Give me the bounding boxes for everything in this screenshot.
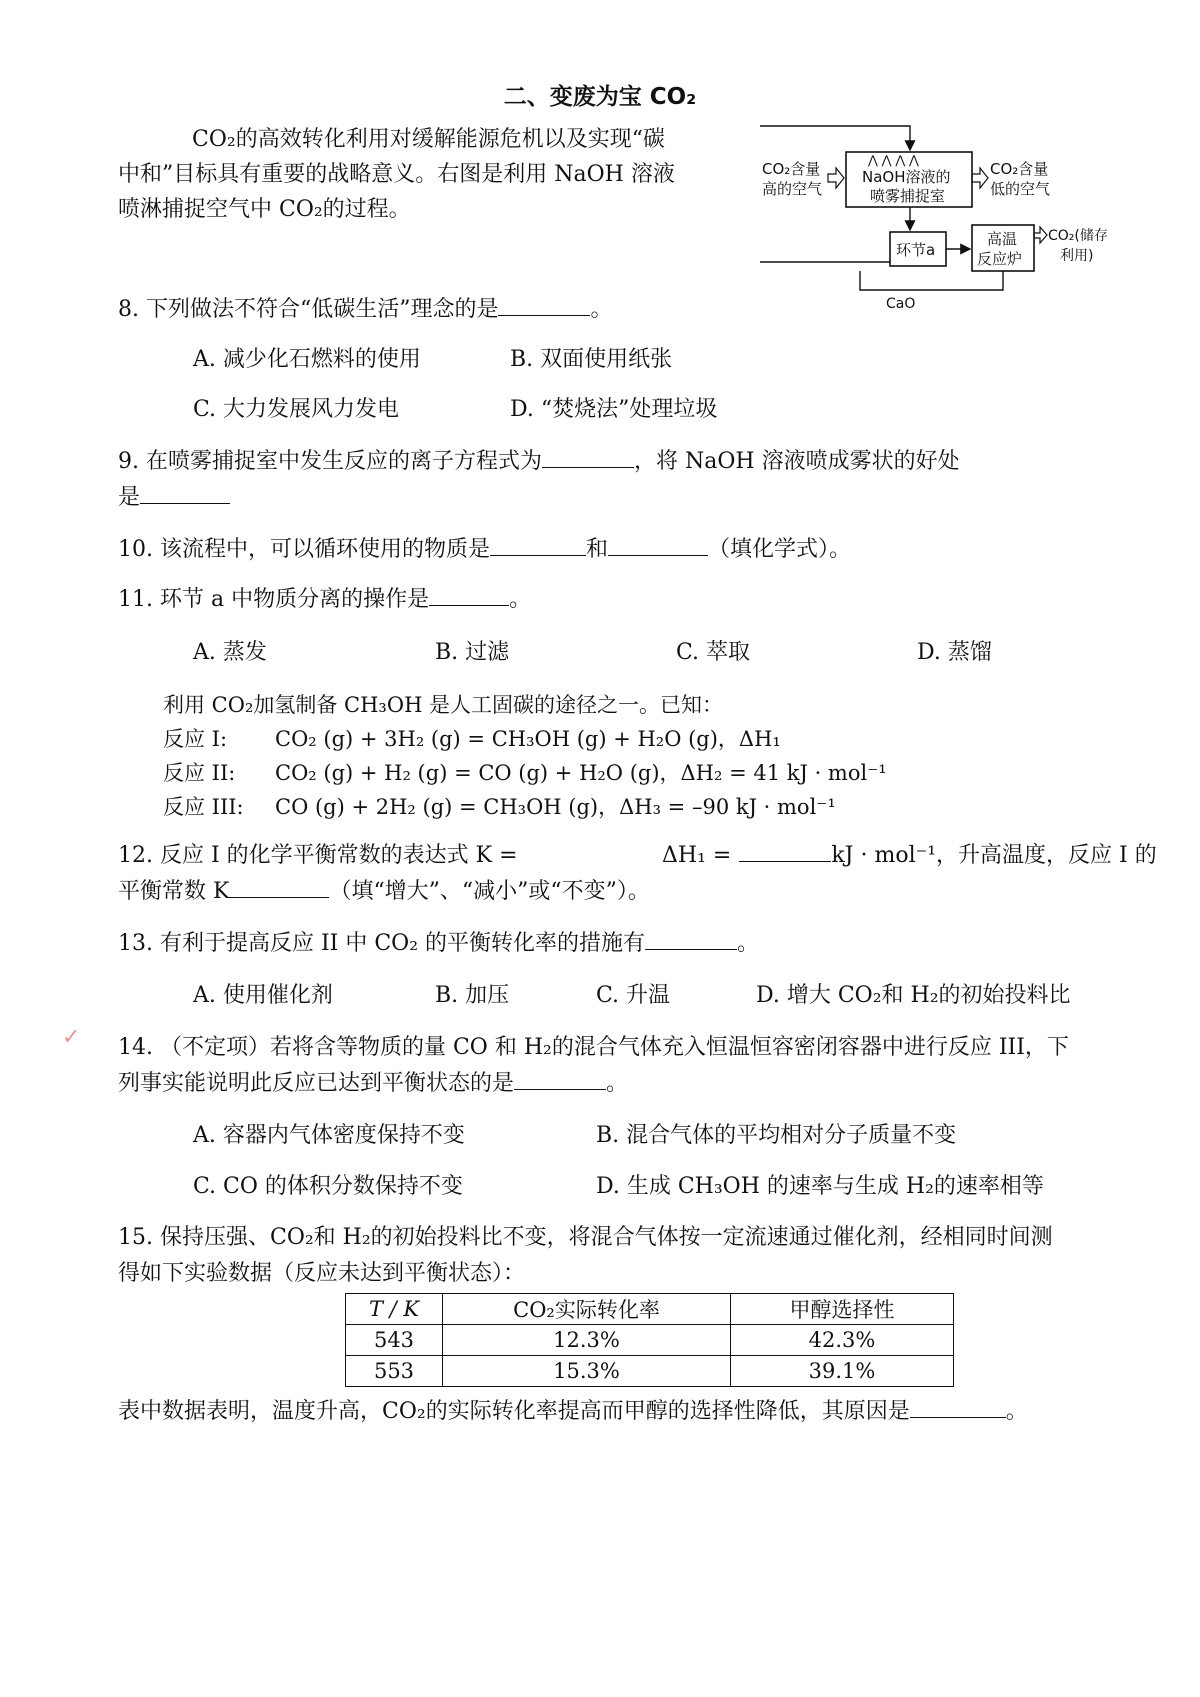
table-row xyxy=(346,1356,954,1387)
q12-dh-label: ΔH₁ = xyxy=(662,843,732,868)
table-header-row xyxy=(346,1294,954,1325)
outflow-arrow xyxy=(972,168,988,188)
table-cell: 553 xyxy=(346,1356,443,1387)
question-13 xyxy=(118,929,759,959)
q10-stem: 10. 该流程中，可以循环使用的物质是 xyxy=(118,537,490,562)
q8-end: 。 xyxy=(590,297,613,322)
q10-end: （填化学式）。 xyxy=(708,537,852,562)
question-9 xyxy=(118,447,960,477)
air-out-label: CO₂含量 xyxy=(990,160,1049,178)
q12-unit: kJ · mol⁻¹，升高温度，反应 I 的 xyxy=(831,843,1157,868)
q15-conclusion xyxy=(118,1397,1028,1427)
table-header-conversion: CO₂实际转化率 xyxy=(443,1294,731,1325)
chamber-label: NaOH溶液的 xyxy=(862,168,951,186)
spray-marks: ⋀ ⋀ ⋀ ⋀ xyxy=(868,153,919,167)
q8-answer-blank[interactable] xyxy=(498,295,590,316)
question-11 xyxy=(118,585,531,615)
q9-line-2 xyxy=(118,483,230,513)
reaction-1-equation: CO₂ (g) + 3H₂ (g) = CH₃OH (g) + H₂O (g)，ΔH₁ xyxy=(275,727,781,751)
q11-option-d: D. 蒸馏 xyxy=(917,640,992,665)
intro-line-2: 中和”目标具有重要的战略意义。右图是利用 NaOH 溶液 xyxy=(118,162,675,187)
question-8 xyxy=(118,295,613,325)
air-out-label-2: 低的空气 xyxy=(990,180,1051,198)
q15-conclusion-text: 表中数据表明，温度升高，CO₂的实际转化率提高而甲醇的选择性降低，其原因是 xyxy=(118,1399,910,1424)
q14-option-c: C. CO 的体积分数保持不变 xyxy=(193,1174,463,1199)
q13-option-c: C. 升温 xyxy=(596,983,671,1008)
intro-line-1: CO₂的高效转化利用对缓解能源危机以及实现“碳 xyxy=(192,127,665,152)
intro-paragraph xyxy=(118,122,738,227)
reaction-1-label: 反应 I: xyxy=(163,727,228,751)
q8-option-d: D. “焚烧法”处理垃圾 xyxy=(510,397,718,422)
q15-answer-blank[interactable] xyxy=(910,1397,1006,1418)
q15-end: 。 xyxy=(1005,1399,1028,1424)
reactions-intro: 利用 CO₂加氢制备 CH₃OH 是人工固碳的途径之一。已知： xyxy=(163,693,724,717)
q9-line2-text: 是 xyxy=(118,485,141,510)
q8-option-b: B. 双面使用纸张 xyxy=(510,347,673,372)
q12-dh-blank[interactable] xyxy=(739,841,831,862)
q10-and: 和 xyxy=(585,537,608,562)
section-title: 二、变废为宝 CO₂ xyxy=(503,84,697,110)
table-cell: 15.3% xyxy=(443,1356,731,1387)
q14-option-d: D. 生成 CH₃OH 的速率与生成 H₂的速率相等 xyxy=(596,1174,1044,1199)
cao-label: CaO xyxy=(886,296,916,312)
q11-end: 。 xyxy=(509,587,532,612)
q15-line-2: 得如下实验数据（反应未达到平衡状态）： xyxy=(118,1261,526,1286)
reaction-3-label: 反应 III: xyxy=(163,795,244,819)
reaction-2-equation: CO₂ (g) + H₂ (g) = CO (g) + H₂O (g)，ΔH₂ = 41 kJ · mol⁻¹ xyxy=(275,761,887,785)
furnace-label: 高温 xyxy=(987,230,1018,248)
co2-out-arrow xyxy=(1034,227,1047,243)
q15-data-table xyxy=(345,1293,954,1387)
q14-option-a: A. 容器内气体密度保持不变 xyxy=(193,1123,465,1148)
q9-benefit-blank[interactable] xyxy=(140,483,230,504)
q8-option-c: C. 大力发展风力发电 xyxy=(193,397,400,422)
table-row xyxy=(346,1325,954,1356)
q14-line-1: 14. （不定项）若将含等物质的量 CO 和 H₂的混合气体充入恒温恒容密闭容器中进行反应 III，下 xyxy=(118,1035,1069,1060)
q13-stem: 13. 有利于提高反应 II 中 CO₂ 的平衡转化率的措施有 xyxy=(118,931,646,956)
q12-k-blank[interactable] xyxy=(229,877,329,898)
q10-blank-1[interactable] xyxy=(490,535,586,556)
q12-stem: 12. 反应 I 的化学平衡常数的表达式 K = xyxy=(118,843,518,868)
q13-answer-blank[interactable] xyxy=(645,929,737,950)
q12-line2b: （填“增大”、“减小”或“不变”）。 xyxy=(329,879,650,904)
q12-dh-group xyxy=(662,841,1157,871)
q11-answer-blank[interactable] xyxy=(429,585,509,606)
intro-line-3: 喷淋捕捉空气中 CO₂的过程。 xyxy=(118,197,411,222)
q13-option-d: D. 增大 CO₂和 H₂的初始投料比 xyxy=(756,983,1071,1008)
air-in-label: CO₂含量 xyxy=(762,160,821,178)
chamber-label-2: 喷雾捕捉室 xyxy=(870,187,946,205)
co2-store-label-2: 利用) xyxy=(1060,248,1094,264)
air-in-label-2: 高的空气 xyxy=(762,180,823,198)
q15-data-table-wrapper xyxy=(345,1293,954,1387)
q13-option-a: A. 使用催化剂 xyxy=(193,983,333,1008)
table-header-temperature: T / K xyxy=(346,1294,443,1325)
q12-line2a: 平衡常数 K xyxy=(118,879,230,904)
q14-end: 。 xyxy=(606,1071,629,1096)
q13-option-b: B. 加压 xyxy=(435,983,510,1008)
q9-stem: 9. 在喷雾捕捉室中发生反应的离子方程式为 xyxy=(118,449,542,474)
handwritten-mark: ✓ xyxy=(62,1025,81,1050)
question-10 xyxy=(118,535,851,565)
q11-option-c: C. 萃取 xyxy=(676,640,751,665)
cao-return-line xyxy=(860,271,1003,290)
co2-store-label: CO₂(储存 xyxy=(1048,228,1108,244)
reaction-3-equation: CO (g) + 2H₂ (g) = CH₃OH (g)，ΔH₃ = –90 kJ · mol⁻¹ xyxy=(275,795,836,819)
q9-mid: ，将 NaOH 溶液喷成雾状的好处 xyxy=(634,449,960,474)
q10-blank-2[interactable] xyxy=(608,535,708,556)
table-cell: 12.3% xyxy=(443,1325,731,1356)
step-a-label: 环节a xyxy=(896,241,936,259)
q11-stem: 11. 环节 a 中物质分离的操作是 xyxy=(118,587,430,612)
q8-option-a: A. 减少化石燃料的使用 xyxy=(193,347,421,372)
reaction-2-label: 反应 II: xyxy=(163,761,236,785)
q15-line-1: 15. 保持压强、CO₂和 H₂的初始投料比不变，将混合气体按一定流速通过催化剂，经相同时间测 xyxy=(118,1225,1053,1250)
table-cell: 42.3% xyxy=(731,1325,954,1356)
table-cell: 39.1% xyxy=(731,1356,954,1387)
table-cell: 543 xyxy=(346,1325,443,1356)
q8-stem: 8. 下列做法不符合“低碳生活”理念的是 xyxy=(118,297,499,322)
furnace-label-2: 反应炉 xyxy=(977,250,1023,268)
q11-option-b: B. 过滤 xyxy=(435,640,510,665)
q9-equation-blank[interactable] xyxy=(542,447,634,468)
q14-line-2 xyxy=(118,1069,628,1099)
q11-option-a: A. 蒸发 xyxy=(193,640,267,665)
q14-line2-text: 列事实能说明此反应已达到平衡状态的是 xyxy=(118,1071,515,1096)
q14-answer-blank[interactable] xyxy=(514,1069,606,1090)
process-flow-diagram xyxy=(760,122,1160,327)
inflow-arrow xyxy=(828,168,844,188)
q12-line-2 xyxy=(118,877,650,907)
q14-option-b: B. 混合气体的平均相对分子质量不变 xyxy=(596,1123,957,1148)
table-header-selectivity: 甲醇选择性 xyxy=(731,1294,954,1325)
q13-end: 。 xyxy=(737,931,760,956)
